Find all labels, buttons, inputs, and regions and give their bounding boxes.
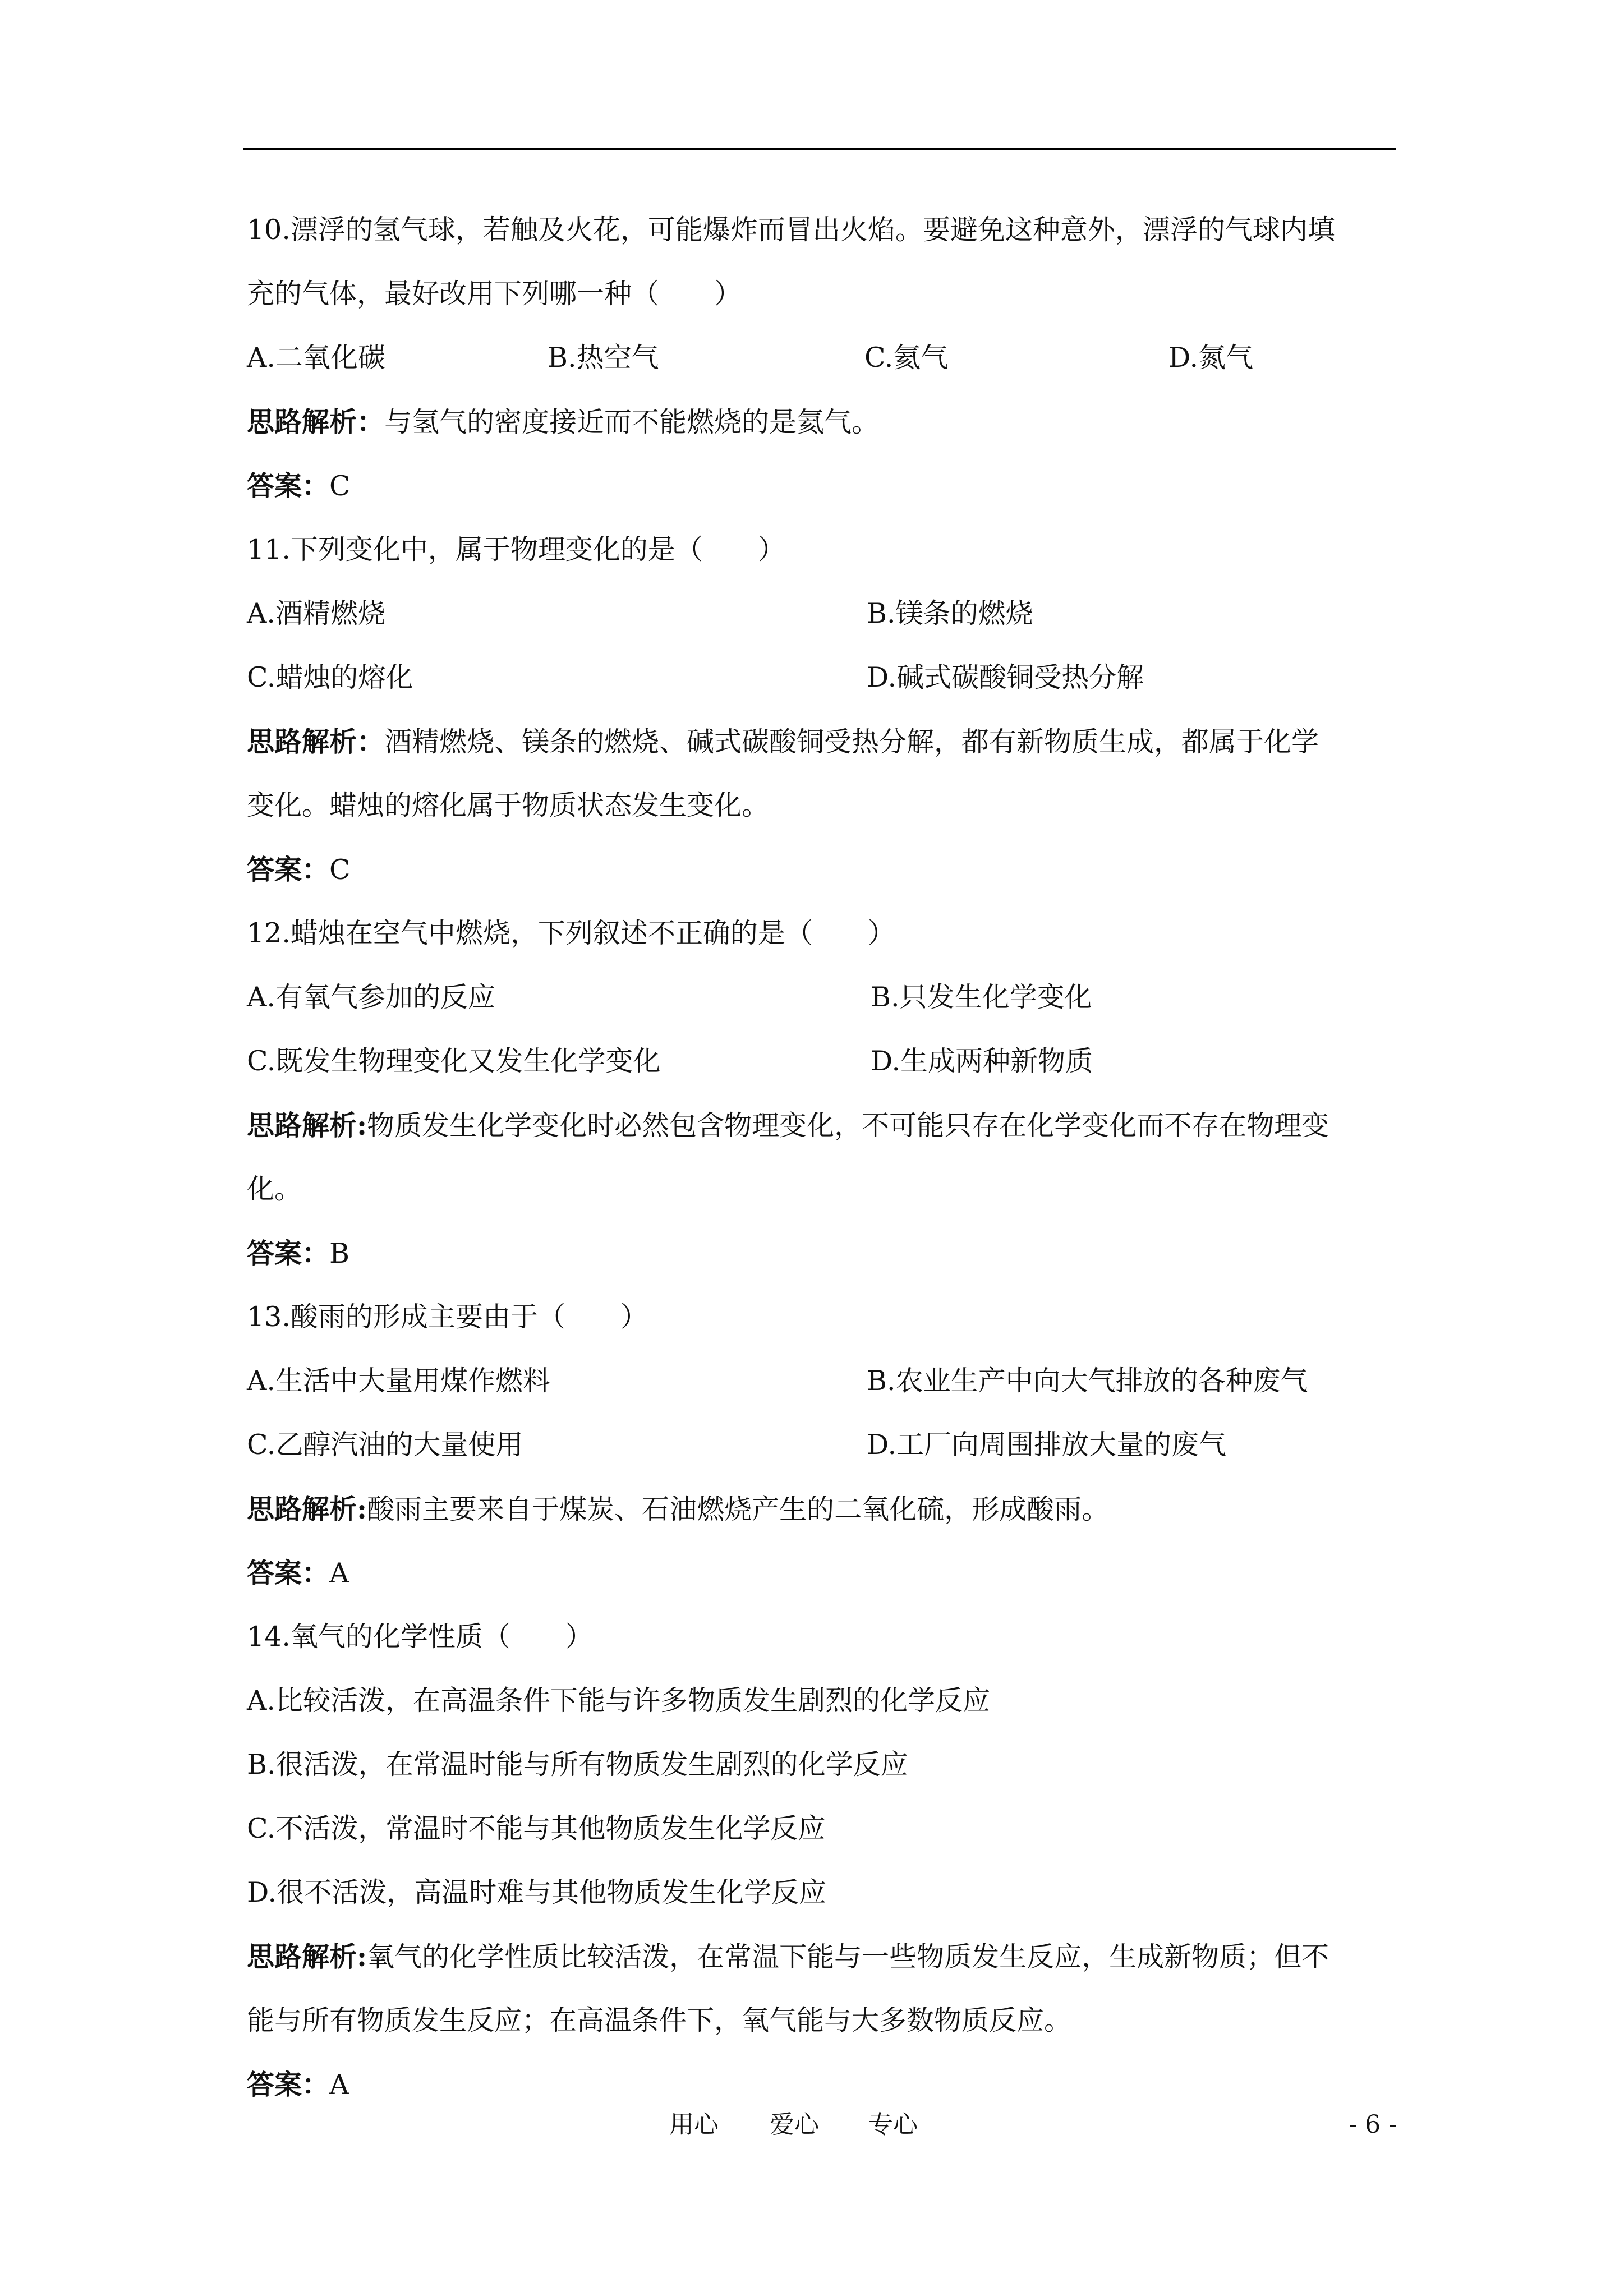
q14-option-b: B.很活泼，在常温时能与所有物质发生剧烈的化学反应 bbox=[247, 1749, 908, 1780]
analysis-text: 酒精燃烧、镁条的燃烧、碱式碳酸铜受热分解，都有新物质生成，都属于化学 bbox=[384, 726, 1319, 758]
q13-option-d: D.工厂向周围排放大量的废气 bbox=[867, 1429, 1227, 1461]
analysis-label: 思路解析: bbox=[247, 1493, 367, 1525]
q11-option-b: B.镁条的燃烧 bbox=[867, 597, 1033, 629]
q10-option-b: B.热空气 bbox=[548, 342, 659, 374]
q13-analysis bbox=[247, 1492, 1109, 1526]
q14-analysis-line1 bbox=[247, 1940, 1329, 1974]
answer-value: B bbox=[329, 1237, 350, 1269]
q14-stem-line1: 14.氧气的化学性质（ ） bbox=[247, 1621, 593, 1653]
analysis-text: 与氢气的密度接近而不能燃烧的是氦气。 bbox=[384, 406, 880, 438]
q10-stem-line2: 充的气体，最好改用下列哪一种（ ） bbox=[247, 278, 742, 310]
q10-option-c: C.氦气 bbox=[864, 342, 949, 374]
analysis-text: 氧气的化学性质比较活泼，在常温下能与一些物质发生反应，生成新物质；但不 bbox=[367, 1941, 1329, 1973]
answer-label: 答案： bbox=[247, 1557, 330, 1589]
q10-option-a: A.二氧化碳 bbox=[247, 342, 385, 374]
analysis-label: 思路解析: bbox=[247, 1109, 367, 1142]
q13-answer bbox=[247, 1556, 349, 1590]
q13-option-c: C.乙醇汽油的大量使用 bbox=[247, 1429, 523, 1461]
q12-answer bbox=[247, 1236, 349, 1271]
q12-option-b: B.只发生化学变化 bbox=[871, 981, 1092, 1013]
q10-analysis bbox=[247, 405, 879, 439]
q11-option-d: D.碱式碳酸铜受热分解 bbox=[867, 661, 1144, 693]
answer-label: 答案： bbox=[247, 470, 330, 502]
analysis-label: 思路解析： bbox=[247, 406, 385, 438]
q12-analysis-line2: 化。 bbox=[247, 1173, 302, 1205]
q12-option-d: D.生成两种新物质 bbox=[871, 1045, 1093, 1077]
analysis-text: 物质发生化学变化时必然包含物理变化，不可能只存在化学变化而不存在物理变 bbox=[367, 1110, 1329, 1142]
answer-label: 答案： bbox=[247, 853, 330, 886]
q10-option-d: D.氮气 bbox=[1168, 342, 1254, 374]
q12-stem-line1: 12.蜡烛在空气中燃烧，下列叙述不正确的是（ ） bbox=[247, 917, 895, 949]
answer-value: A bbox=[329, 2069, 349, 2101]
footer-word-3: 专心 bbox=[868, 2110, 918, 2139]
answer-label: 答案： bbox=[247, 2068, 330, 2101]
q14-option-a: A.比较活泼，在高温条件下能与许多物质发生剧烈的化学反应 bbox=[247, 1685, 990, 1717]
q11-analysis-line1 bbox=[247, 725, 1319, 759]
analysis-label: 思路解析： bbox=[247, 725, 385, 758]
q13-stem-line1: 13.酸雨的形成主要由于（ ） bbox=[247, 1301, 648, 1333]
q14-analysis-line2: 能与所有物质发生反应；在高温条件下，氧气能与大多数物质反应。 bbox=[247, 2004, 1072, 2036]
q11-analysis-line2: 变化。蜡烛的熔化属于物质状态发生变化。 bbox=[247, 789, 770, 821]
footer-word-1: 用心 bbox=[669, 2110, 719, 2139]
q11-option-c: C.蜡烛的熔化 bbox=[247, 661, 413, 693]
q13-option-b: B.农业生产中向大气排放的各种废气 bbox=[867, 1365, 1308, 1397]
header-rule bbox=[243, 148, 1396, 150]
q13-option-a: A.生活中大量用煤作燃料 bbox=[247, 1365, 550, 1397]
footer-word-2: 爱心 bbox=[770, 2110, 819, 2139]
q10-stem-line1: 10.漂浮的氢气球，若触及火花，可能爆炸而冒出火焰。要避免这种意外，漂浮的气球内填 bbox=[247, 214, 1335, 246]
q11-answer bbox=[247, 853, 351, 887]
q14-answer bbox=[247, 2068, 349, 2102]
answer-value: C bbox=[329, 470, 351, 502]
q14-option-c: C.不活泼，常温时不能与其他物质发生化学反应 bbox=[247, 1812, 826, 1844]
q14-option-d: D.很不活泼，高温时难与其他物质发生化学反应 bbox=[247, 1876, 827, 1908]
answer-value: A bbox=[329, 1557, 349, 1589]
analysis-text: 酸雨主要来自于煤炭、石油燃烧产生的二氧化硫，形成酸雨。 bbox=[367, 1493, 1110, 1525]
q11-stem-line1: 11.下列变化中，属于物理变化的是（ ） bbox=[247, 533, 785, 565]
analysis-label: 思路解析: bbox=[247, 1940, 367, 1973]
answer-label: 答案： bbox=[247, 1237, 330, 1269]
q12-analysis-line1 bbox=[247, 1108, 1329, 1143]
q12-option-c: C.既发生物理变化又发生化学变化 bbox=[247, 1045, 661, 1077]
q12-option-a: A.有氧气参加的反应 bbox=[247, 981, 495, 1013]
page-number: - 6 - bbox=[1349, 2110, 1397, 2139]
q10-answer bbox=[247, 469, 351, 503]
q11-option-a: A.酒精燃烧 bbox=[247, 597, 385, 629]
answer-value: C bbox=[329, 854, 351, 886]
